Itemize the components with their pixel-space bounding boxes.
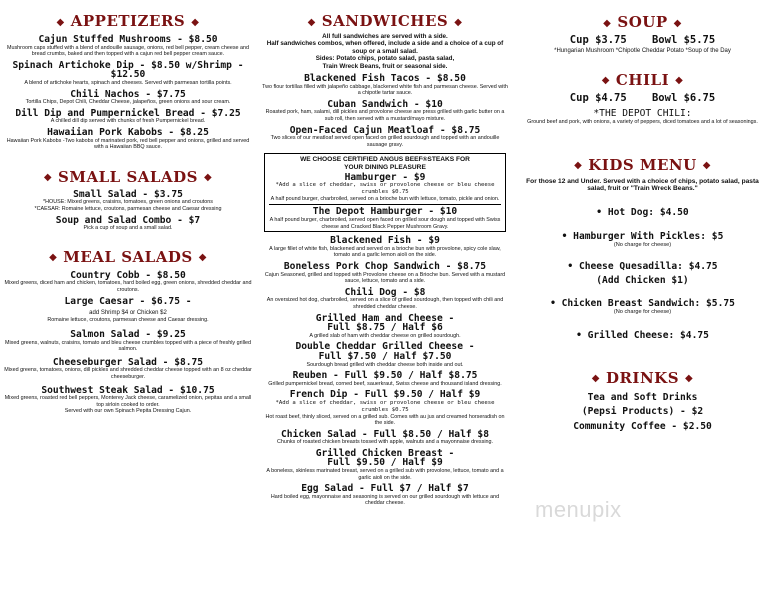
diamond-icon: ◆ (43, 172, 53, 184)
left-column (3, 0, 253, 415)
kids-intro: For those 12 and Under. Served with a choice of chips, potato salad, pasta salad, fruit or "Train Wreck Beans." (526, 177, 759, 193)
small-salads-heading: ◆ SMALL SALADS ◆ (43, 167, 213, 186)
menu-item: Dill Dip and Pumpernickel Bread - $7.25 A chilled dill dip served with chunks of fresh Pumpernickel bread. (15, 107, 241, 125)
menu-item: Cheeseburger Salad - $8.75 Mixed greens, tomatoes, onions, dill pickles and shredded cheddar cheese topped with an 8 oz cheddar cheeseburger. (4, 356, 252, 380)
diamond-icon: ◆ (673, 17, 682, 29)
menu-item: Chicken Salad - Full $8.50 / Half $8 Chunks of roasted chicken breasts tossed with apple, walnuts and a mayonnaise dressing. (276, 428, 494, 446)
diamond-icon: ◆ (675, 75, 684, 87)
drinks-item: Tea and Soft Drinks (Pepsi Products) - $2 Community Coffee - $2.50 (573, 391, 712, 432)
appetizers-heading: ◆ APPETIZERS ◆ (56, 12, 200, 30)
diamond-icon: ◆ (454, 16, 463, 28)
menu-item: Open-Faced Cajun Meatloaf - $8.75 Two slices of our meatloaf served open faced on grilled sourdough and topped with an andouille sausage gravy. (270, 124, 500, 148)
menu-item: Large Caesar - $6.75 - add Shrimp $4 or Chicken $2 Romaine lettuce, croutons, parmesan cheese and Caesar dressing. (47, 296, 209, 324)
diamond-icon: ◆ (198, 252, 207, 264)
kids-item: • Chicken Breast Sandwich: $5.75 (No charge for cheese) (550, 297, 735, 315)
menu-item: Grilled Ham and Cheese - Full $8.75 / Half $6 A grilled slab of ham with cheddar cheese on grilled sourdough. (309, 312, 461, 339)
menu-item: Chili Dog - $8 An oversized hot dog, charbroiled, served on a slice of grilled sourdough, then topped with chili and shredded cheddar cheese. (266, 286, 504, 310)
menu-item: Chili Nachos - $7.75 Tortilla Chips, Depot Chili, Cheddar Cheese, jalapeños, green onions and sour cream. (25, 88, 231, 106)
diamond-icon: ◆ (49, 252, 58, 264)
divider (269, 204, 501, 205)
kids-item: • Hamburger With Pickles: $5 (No charge for cheese) (561, 231, 724, 249)
middle-column (262, 0, 508, 507)
diamond-icon: ◆ (191, 16, 200, 28)
kids-item: • Grilled Cheese: $4.75 (576, 329, 709, 341)
menu-item: Salmon Salad - $9.25 Mixed greens, walnuts, craisins, tomato and bleu cheese crumbles topped with a piece of freshly grilled salmon. (4, 328, 251, 353)
menu-item: Reuben - Full $9.50 / Half $8.75 Grilled pumpernickel bread, corned beef, sauerkraut, Swiss cheese and thousand island dressing. (268, 370, 502, 387)
menu-item: Soup and Salad Combo - $7 Pick a cup of soup and a small salad. (55, 214, 201, 232)
menu-item: The Depot Hamburger - $10 A half pound burger, charbroiled, served open faced on grilled sour dough and topped with Swiss cheese and Cracked Black Pepper Mushroom Gravy. (269, 206, 501, 230)
menu-item: Cuban Sandwich - $10 Roasted pork, ham, salami, dill pickles and provolone cheese are press grilled with garlic butter on a sub roll, then served with a mustard/mayo mixture. (265, 98, 505, 123)
sandwiches-heading: ◆ SANDWICHES ◆ (307, 12, 463, 30)
meal-salads-heading: ◆ MEAL SALADS ◆ (49, 247, 207, 266)
kids-item: (Add Chicken $1) (596, 274, 689, 286)
menu-item: Southwest Steak Salad - $10.75 Mixed greens, roasted red bell peppers, Monterey Jack cheese, caramelized onion, pepitas and a small top sirloin cooked to order. Served with our own Spinach Pepita Dressing Cajun. (4, 384, 252, 415)
menu-item: Country Cobb - $8.50 Mixed greens, diced ham and chicken, tomatoes, hard boiled egg, green onions, shredded cheddar and croutons. (4, 269, 252, 293)
diamond-icon: ◆ (601, 75, 610, 87)
menupix-watermark: menupix (535, 497, 622, 522)
menu-item: French Dip - Full $9.50 / Half $9 *Add a slice of cheddar, swiss or provolone cheese or bleu cheese crumbles $0.75 Hot roast beef, thinly sliced, served on a grilled sub. Comes with au jus and creamed horseradish on the side. (265, 389, 505, 427)
menu-item: Grilled Chicken Breast - Full $9.50 / Half $9 A boneless, skinless marinated breast, served on a grilled sub with provolone, lettuce, tomato and a garlic aioli on the side. (266, 447, 504, 481)
kids-item: • Cheese Quesadilla: $4.75 (567, 260, 718, 272)
sandwich-intro: All full sandwiches are served with a side. Half sandwiches combos, when offered, include a side and a choice of a cup of soup or a small salad. Sides: Potato chips, potato salad, pasta salad, Train Wreck Beans, fruit or seasonal side. (266, 33, 504, 70)
chili-item: Cup $4.75 Bowl $6.75 *THE DEPOT CHILI: Ground beef and pork, with onions, a variety of peppers, diced tomatoes and a lot of seasonings. (527, 91, 758, 125)
menu-item: Double Cheddar Grilled Cheese - Full $7.50 / Half $7.50 Sourdough bread grilled with cheddar cheese both inside and out. (295, 341, 475, 368)
diamond-icon: ◆ (685, 373, 694, 385)
angus-beef-box: WE CHOOSE CERTIFIED ANGUS BEEF®STEAKS FOR YOUR DINING PLEASURE Hamburger - $9 *Add a slice of cheddar, swiss or provolone cheese or bleu cheese crumbles $0.75 A half pound burger, charbroiled, served on a brioche bun with lettuce, tomato, pickle and onion. The Depot Hamburger - $10 A half pound burger, charbroiled, served open faced on grilled sour dough and topped with Swiss cheese and Cracked Black Pepper Mushroom Gravy. (264, 153, 506, 232)
soup-item: Cup $3.75 Bowl $5.75 *Hungarian Mushroom *Chipotle Cheddar Potato *Soup of the Day (554, 34, 731, 54)
menu-item: Blackened Fish - $9 A large fillet of white fish, blackened and served on a brioche bun with provolone, spicy cole slaw, tomato and a garlic lemon aioli on the side. (269, 235, 501, 259)
diamond-icon: ◆ (702, 160, 711, 171)
diamond-icon: ◆ (307, 16, 316, 28)
kids-menu-heading: ◆ KIDS MENU ◆ (574, 155, 711, 174)
menu-item: Small Salad - $3.75 *HOUSE: Mixed greens, craisins, tomatoes, green onions and croutons *CAESAR: Romaine lettuce, croutons, parmesan cheese and Caesar dressing (34, 188, 222, 212)
drinks-heading: ◆ DRINKS ◆ (591, 368, 694, 387)
menu-item: Boneless Pork Chop Sandwich - $8.75 Cajun Seasoned, grilled and topped with Provolone cheese on a Brioche bun. Served with a mustard sauce, lettuce, tomato and a side. (264, 260, 506, 285)
diamond-icon: ◆ (591, 373, 600, 385)
diamond-icon: ◆ (203, 172, 213, 184)
menu-item: Hamburger - $9 *Add a slice of cheddar, swiss or provolone cheese or bleu cheese crumbles $0.75 A half pound burger, charbroiled, served on a brioche bun with lettuce, tomato, pickle and onion. (270, 171, 500, 202)
diamond-icon: ◆ (56, 16, 65, 28)
chili-heading: ◆ CHILI ◆ (601, 70, 684, 89)
menu-item: Cajun Stuffed Mushrooms - $8.50 Mushroom caps stuffed with a blend of andouille sausage, onions, red bell pepper, cream cheese and bread crumbs, baked and then topped with a cajun red bell pepper cream sauce. (6, 34, 250, 58)
menu-item: Hawaiian Pork Kabobs - $8.25 Hawaiian Pork Kabobs -Two kabobs of marinated pork, red bell pepper and onions, grilled and served with a Hawaiian BBQ sauce. (6, 126, 250, 151)
kids-item: • Hot Dog: $4.50 (596, 207, 689, 219)
diamond-icon: ◆ (574, 160, 583, 171)
menu-item: Blackened Fish Tacos - $8.50 Two flour tortillas filled with jalapeño cabbage, blackened white fish and parmesan cheese. Served with a chipotle tartar sauce. (262, 73, 508, 97)
menu-item: Egg Salad - Full $7 / Half $7 Hard boiled egg, mayonnaise and seasoning is served on our grilled sourdough with lettuce and cheddar cheese. (270, 483, 500, 507)
soup-heading: ◆ SOUP ◆ (603, 13, 682, 31)
menu-item: Spinach Artichoke Dip - $8.50 w/Shrimp - $12.50 A blend of artichoke hearts, spinach and cheeses. Served with parmesan tortilla points. (12, 59, 244, 86)
right-column (520, 0, 765, 431)
diamond-icon: ◆ (603, 17, 612, 29)
